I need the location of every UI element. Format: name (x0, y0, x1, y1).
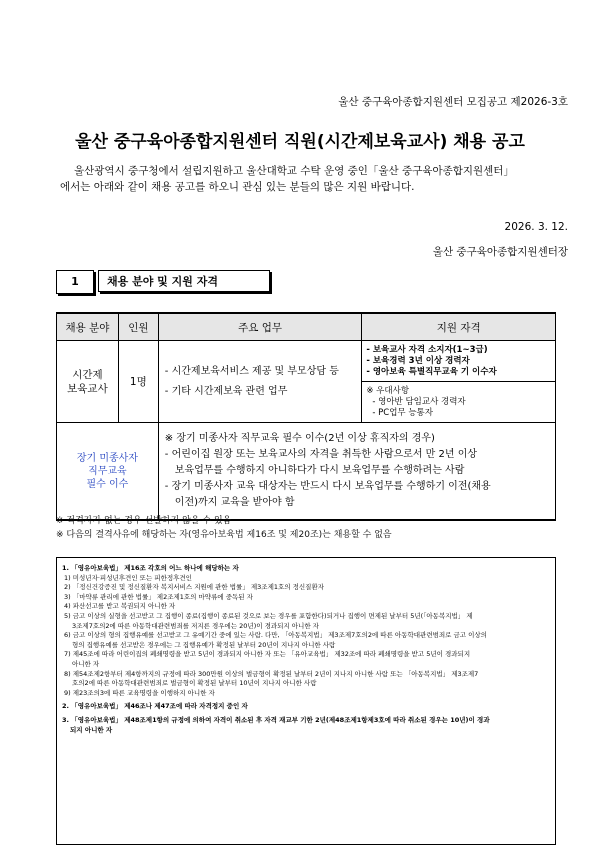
disq-item: 4) 파산선고를 받고 복권되지 아니한 자 (64, 602, 176, 611)
field-line-1: 시간제 (72, 368, 103, 381)
disq-item: 3조제7호의2에 따른 아동학대관련범죄를 저지른 경우에는 20년)이 경과되지 아니한 자 (72, 621, 319, 630)
longterm-label-line: 필수 이수 (86, 478, 129, 490)
longterm-label-line: 직무교육 (88, 465, 127, 477)
preference-item: - 영아반 담임교사 경력자 (372, 396, 466, 407)
disq-item: 호의2에 따른 아동학대관련범죄로 벌금형이 확정된 날부터 10년이 지나지 아니한 사람 (72, 679, 317, 688)
disq-heading: 3. 「영유아보육법」 제48조제1항의 규정에 의하여 자격이 취소된 후 자격 재교부 기한 2년(제48조제1항제3호에 따라 취소된 경우는 10년)이 경과 (62, 715, 490, 724)
notice-date: 2026. 3. 12. (504, 221, 568, 233)
qualification-cell (362, 341, 556, 382)
header-qualification: 지원 자격 (362, 313, 556, 341)
intro-line-1: 울산광역시 중구청에서 설립지원하고 울산대학교 수탁 운영 중인「울산 중구육아종합지원센터」 (74, 165, 514, 177)
disq-heading: 1. 「영유아보육법」 제16조 각호의 어느 하나에 해당하는 자 (62, 564, 239, 572)
note-line: ※ 다음의 결격사유에 해당하는 자(영유아보육법 제16조 및 제20조)는 채용할 수 없음 (56, 530, 392, 540)
field-cell (57, 341, 119, 423)
table-header-row (57, 313, 556, 341)
preference-cell (362, 382, 556, 423)
disq-item: 5) 금고 이상의 실형을 선고받고 그 집행이 종료(집행이 종료된 것으로 보는 경우를 포함한다)되거나 집행이 면제된 날부터 5년(「아동복지법」 제 (64, 611, 473, 620)
duty-item: - 시간제보육서비스 제공 및 부모상담 등 (164, 365, 339, 377)
intro-paragraph (60, 163, 566, 195)
longterm-label-cell (57, 423, 159, 521)
preference-item: - PC업무 능통자 (372, 407, 433, 418)
disq-item: 8) 제54조제2항부터 제4항까지의 규정에 따라 300만원 이상의 벌금형이 확정된 날부터 2년이 지나지 아니한 사람 또는 「아동복지법」 제3조제7 (64, 669, 479, 678)
disq-item: 아니한 자 (72, 659, 100, 668)
qualification-item: - 보육교사 자격 소지자(1~3급) (366, 344, 488, 355)
disq-item: 형의 집행유예를 선고받은 경우에는 그 집행유예가 확정된 날부터 20년이 지나지 아니한 사람 (72, 640, 336, 649)
longterm-line: 보육업무를 수행하지 아니하다가 다시 보육업무를 수행하려는 사람 (174, 465, 465, 476)
disq-heading: 되지 아니한 자 (70, 725, 113, 734)
disqualification-list (62, 564, 550, 735)
count-cell: 1명 (118, 341, 158, 423)
field-line-2: 보육교사 (67, 382, 108, 395)
disq-heading: 2. 「영유아보육법」 제46조나 제47조에 따라 자격정지 중인 자 (62, 702, 248, 711)
table-row (57, 423, 556, 521)
qualification-item: - 영아보육 특별직무교육 기 이수자 (366, 366, 497, 377)
disq-item: 9) 제23조의3에 따른 교육명령을 이행하지 아니한 자 (64, 688, 215, 697)
qualification-item: - 보육경력 3년 이상 경력자 (366, 355, 470, 366)
duty-item: - 기타 시간제보육 관련 업무 (164, 385, 288, 397)
table-row (57, 341, 556, 382)
disq-item: 2) 「정신건강증진 및 정신질환자 복지서비스 지원에 관한 법률」 제3조제1호의 정신질환자 (64, 583, 325, 592)
longterm-line: - 장기 미종사자 교육 대상자는 반드시 다시 보육업무를 수행하기 이전(채용 (164, 481, 491, 492)
disq-item: 7) 제45조에 따라 어린이집의 폐쇄명령을 받고 5년이 경과되지 아니한 자 또는 「유아교육법」 제32조에 따라 폐쇄명령을 받고 5년이 경과되지 (64, 650, 471, 659)
longterm-line: 이전)까지 교육을 받아야 함 (174, 497, 295, 508)
recruitment-table (56, 312, 556, 521)
page-title: 울산 중구육아종합지원센터 직원(시간제보육교사) 채용 공고 (75, 132, 525, 152)
header-field: 채용 분야 (57, 313, 119, 341)
disqualification-box (56, 557, 556, 845)
disq-item: 3) 「마약류 관리에 관한 법률」 제2조제1호의 마약류에 중독된 자 (64, 592, 253, 601)
disq-item: 6) 금고 이상의 형의 집행유예를 선고받고 그 유예기간 중에 있는 사람. 다만, 「아동복지법」 제3조제7호의2에 따른 아동학대관련범죄로 금고 이상의 (64, 631, 487, 640)
issuing-org: 울산 중구육아종합지원센터장 (432, 246, 568, 258)
disq-item: 1) 미성년자·피성년후견인 또는 피한정후견인 (64, 573, 192, 582)
notice-number: 울산 중구육아종합지원센터 모집공고 제2026-3호 (338, 96, 568, 108)
note-line: ※ 적격자가 없는 경우 선발하지 않을 수 있음 (56, 516, 232, 526)
preference-title: ※ 우대사항 (366, 385, 410, 396)
longterm-label-line: 장기 미종사자 (76, 452, 138, 464)
longterm-line: - 어린이집 원장 또는 보육교사의 자격을 취득한 사람으로서 만 2년 이상 (164, 449, 478, 460)
header-count: 인원 (118, 313, 158, 341)
section-number: 1 (56, 270, 94, 294)
intro-line-2: 에서는 아래와 같이 채용 공고를 하오니 관심 있는 분들의 많은 지원 바랍니다. (60, 181, 415, 193)
notes (56, 514, 392, 542)
header-duties: 주요 업무 (158, 313, 362, 341)
longterm-text-cell (158, 423, 555, 521)
duties-cell (158, 341, 362, 423)
section-title: 채용 분야 및 지원 자격 (98, 270, 270, 292)
longterm-line: ※ 장기 미종사자 직무교육 필수 이수(2년 이상 휴직자의 경우) (164, 433, 435, 444)
